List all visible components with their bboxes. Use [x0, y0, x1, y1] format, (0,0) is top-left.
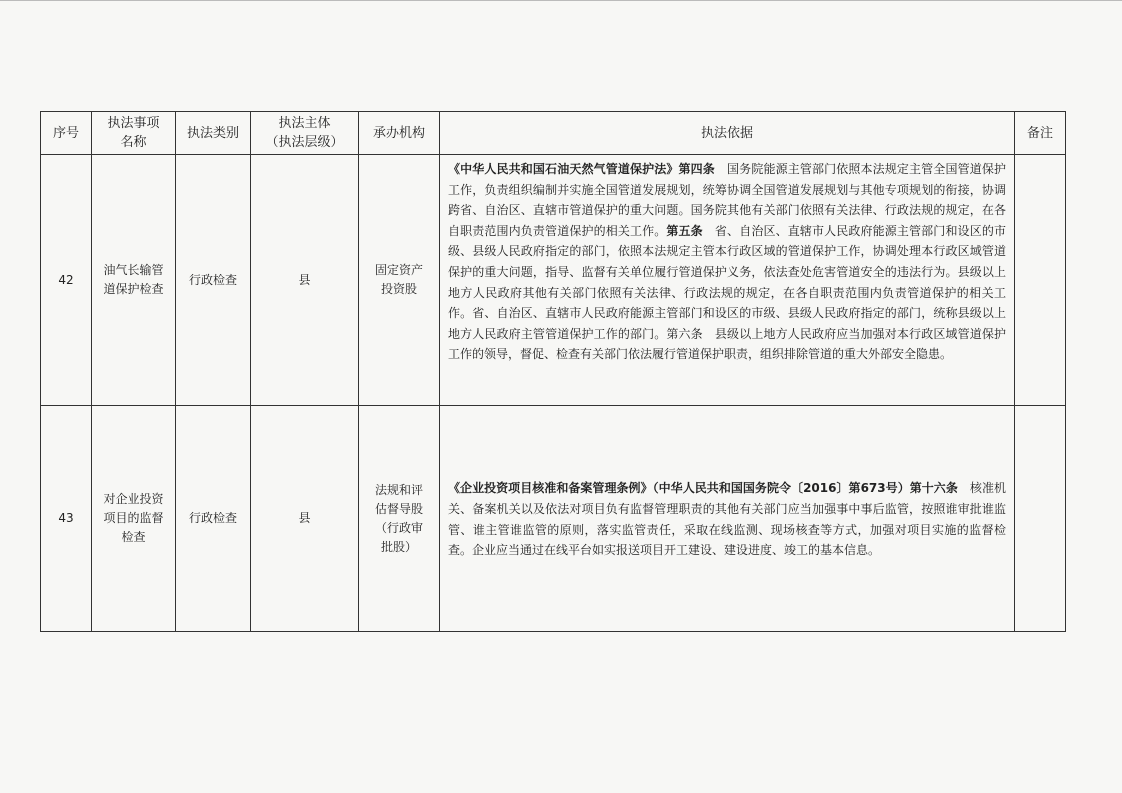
cell-category: 行政检查 [176, 155, 251, 406]
cell-note [1015, 406, 1066, 632]
header-legal-basis: 执法依据 [440, 112, 1015, 155]
header-seq: 序号 [41, 112, 92, 155]
cell-subject: 县 [251, 406, 359, 632]
table-row [41, 406, 1066, 632]
header-department: 承办机构 [359, 112, 440, 155]
cell-note [1015, 155, 1066, 406]
basis-text: 核准机关、备案机关以及依法对项目负有监督管理职责的其他有关部门应当加强事中事后监管，按照谁审批谁监管、谁主管谁监管的原则，落实监管责任，采取在线监测、现场核查等方式，加强对项目实施的监督检查。企业应当通过在线平台如实报送项目开工建设、建设进度、竣工的基本信息。 [448, 481, 1006, 558]
cell-legal-basis [440, 155, 1015, 406]
cell-legal-basis [440, 406, 1015, 632]
cell-seq: 42 [41, 155, 92, 406]
page-top-edge [0, 0, 1122, 2]
cell-department: 法规和评 估督导股 （行政审 批股） [359, 406, 440, 632]
cell-item-name: 油气长输管 道保护检查 [92, 155, 176, 406]
cell-subject: 县 [251, 155, 359, 406]
table-header-row [41, 112, 1066, 155]
basis-text: 省、自治区、直辖市人民政府能源主管部门和设区的市级、县级人民政府指定的部门，依照本法规定主管本行政区域的管道保护工作，协调处理本行政区域管道保护的重大问题，指导、监督有关单位履行管道保护义务，依法查处危害管道安全的违法行为。县级以上地方人民政府其他有关部门依照有关法律、行政法规的规定，在各自职责范围内负责管道保护的相关工作。省、自治区、直辖市人民政府能源主管部门和设区的市级、县级人民政府指定的部门，统称县级以上地方人民政府主管管道保护工作的部门。第六条 县级以上地方人民政府应当加强对本行政区域管道保护工作的领导，督促、检查有关部门依法履行管道保护职责，组织排除管道的重大外部安全隐患。 [448, 223, 1006, 362]
article-label: 第五条 [666, 223, 703, 238]
law-title: 《中华人民共和国石油天然气管道保护法》第四条 [448, 162, 715, 176]
cell-item-name: 对企业投资 项目的监督 检查 [92, 406, 176, 632]
header-category: 执法类别 [176, 112, 251, 155]
table-row [41, 155, 1066, 406]
law-title: 《企业投资项目核准和备案管理条例》（中华人民共和国国务院令〔2016〕第673号）第十六条 [448, 481, 958, 496]
cell-department: 固定资产 投资股 [359, 155, 440, 406]
basis-text: 国务院能源主管部门依照本法规定主管全国管道保护工作，负责组织编制并实施全国管道发展规划，统筹协调全国管道发展规划与其他专项规划的衔接，协调跨省、自治区、直辖市管道保护的重大问题。国务院其他有关部门依照有关法律、行政法规的规定，在各自职责范围内负责管道保护的相关工作。 [448, 162, 1006, 238]
cell-category: 行政检查 [176, 406, 251, 632]
header-subject: 执法主体 （执法层级） [251, 112, 359, 155]
enforcement-table [40, 111, 1066, 632]
header-item-name: 执法事项 名称 [92, 112, 176, 155]
header-note: 备注 [1015, 112, 1066, 155]
cell-seq: 43 [41, 406, 92, 632]
